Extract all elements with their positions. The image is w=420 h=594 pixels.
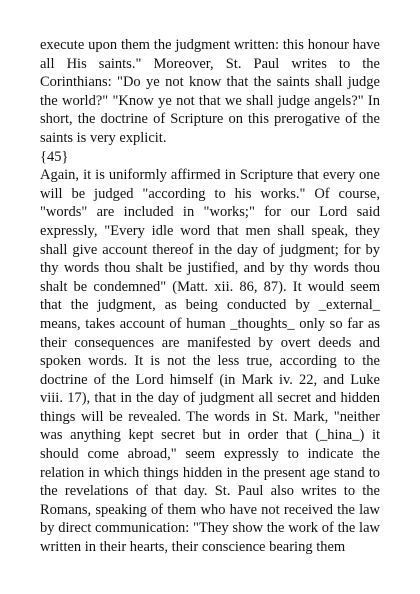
paragraph-2: Again, it is uniformly affirmed in Scripture that every one will be judged "according to his works." Of course, "words" are included in "works;" for our Lord said expressly, "Every idle word that men shall speak, they shall give account thereof in the day of judgment; for by thy words thou shalt be justified, and by thy words thou shalt be condemned" (Matt. xii. 86, 87). It would seem that the judgment, as being conducted by _external_ means, takes account of human _thoughts_ only so far as their consequences are manifested by overt deeds and spoken words. It is not the less true, according to the doctrine of the Lord himself (in Mark iv. 22, and Luke viii. 17), that in the day of judgment all secret and hidden things will be revealed. The words in St. Mark, "neither was anything kept secret but in order that (_hina_) it should come abroad," seem expressly to indicate the relation in which things hidden in the present age stand to the revelations of that day. St. Paul also writes to the Romans, speaking of them who have not received the law by direct communication: "They show the work of the law written in their hearts, their conscience bearing them [40, 167, 380, 556]
paragraph-1: execute upon them the judgment written: this honour have all His saints." Moreover, St. Paul writes to the Corinthians: "Do ye not know that the saints shall judge the world?" "Know ye not that we shall judge angels?" In short, the doctrine of Scripture on this prerogative of the saints is very explicit. [40, 37, 380, 146]
page-number-marker: {45} [40, 148, 69, 165]
document-page [40, 36, 380, 557]
